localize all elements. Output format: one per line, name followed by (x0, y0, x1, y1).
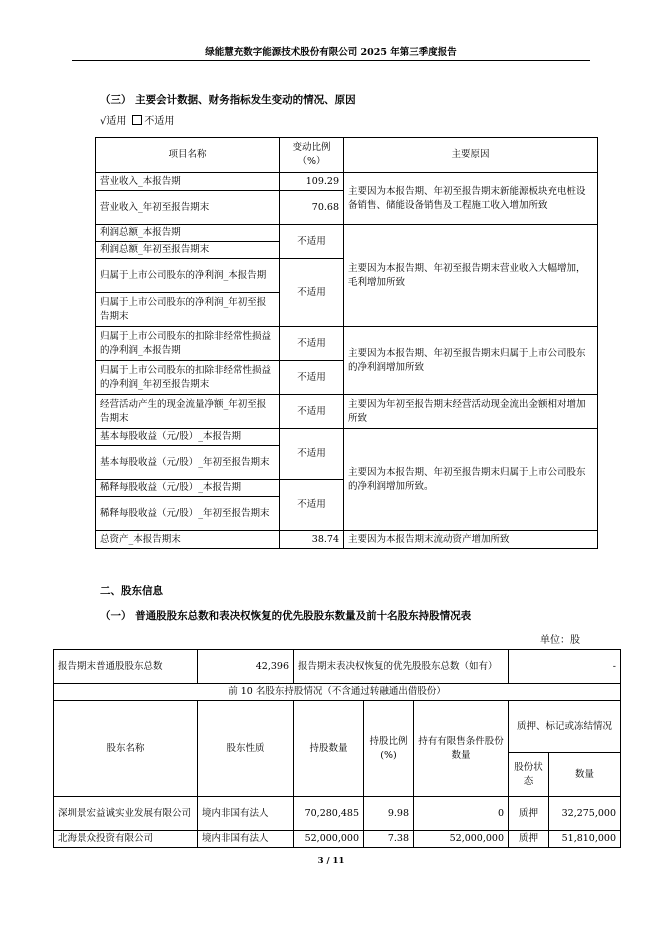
header-shares: 持股数量 (294, 701, 364, 797)
row-ratio: 不适用 (280, 395, 344, 429)
top10-caption-row (54, 684, 621, 701)
table-row (96, 327, 598, 361)
reason-revenue: 主要因为本报告期、年初至报告期末新能源板块充电桩设备销售、储能设备销售及工程施工收入增加所致 (344, 173, 598, 225)
header-ratio: 持股比例(%) (364, 701, 414, 797)
total-shareholders-value: 42,396 (198, 650, 294, 684)
table-row (54, 831, 621, 848)
shareholder-restricted: 52,000,000 (414, 831, 509, 848)
row-item: 归属于上市公司股东的净利润_年初至报告期末 (96, 293, 280, 327)
row-item: 总资产_本报告期末 (96, 531, 280, 549)
row-item: 归属于上市公司股东的扣除非经常性损益的净利润_年初至报告期末 (96, 361, 280, 395)
shareholder-total-row (54, 650, 621, 684)
total-shareholders-label: 报告期末普通股股东总数 (54, 650, 198, 684)
header-item: 项目名称 (96, 138, 280, 173)
table-row (96, 429, 598, 446)
row-item: 利润总额_本报告期 (96, 225, 280, 242)
reason-deducted: 主要因为本报告期、年初至报告期末归属于上市公司股东的净利润增加所致 (344, 327, 598, 395)
shareholder-pledge-qty: 32,275,000 (549, 797, 621, 831)
shareholder-shares: 70,280,485 (294, 797, 364, 831)
ratio-diluted-eps: 不适用 (280, 480, 344, 531)
header-nature: 股东性质 (198, 701, 294, 797)
page-number: 3 / 11 (317, 856, 345, 866)
top10-caption: 前 10 名股东持股情况（不含通过转融通出借股份） (54, 684, 621, 701)
shareholders-sub-title: （一） 普通股股东总数和表决权恢复的优先股股东数量及前十名股东持股情况表 (100, 610, 472, 622)
header-ratio: 变动比例（%） (280, 138, 344, 173)
table-row (96, 395, 598, 429)
table-row (96, 173, 598, 191)
row-item: 归属于上市公司股东的扣除非经常性损益的净利润_本报告期 (96, 327, 280, 361)
ratio-profit-total: 不适用 (280, 225, 344, 259)
table-header-row (96, 138, 598, 173)
shareholder-pledge-qty: 51,810,000 (549, 831, 621, 848)
row-item: 基本每股收益（元/股）_年初至报告期末 (96, 446, 280, 480)
preferred-shareholders-label: 报告期末表决权恢复的优先股股东总数（如有） (294, 650, 509, 684)
change-reasons-table (95, 137, 598, 549)
shareholder-pledge-status: 质押 (509, 797, 549, 831)
row-item: 稀释每股收益（元/股）_年初至报告期末 (96, 497, 280, 531)
shareholders-section-title: 二、股东信息 (100, 585, 163, 597)
header-pledge-group: 质押、标记或冻结情况 (509, 701, 621, 753)
shareholder-nature: 境内非国有法人 (198, 797, 294, 831)
shareholder-ratio: 7.38 (364, 831, 414, 848)
shareholder-nature: 境内非国有法人 (198, 831, 294, 848)
row-item: 营业收入_年初至报告期末 (96, 191, 280, 225)
ratio-basic-eps: 不适用 (280, 429, 344, 480)
row-item: 基本每股收益（元/股）_本报告期 (96, 429, 280, 446)
header-pledge-qty: 数量 (549, 753, 621, 797)
shareholder-pledge-status: 质押 (509, 831, 549, 848)
reason-profit: 主要因为本报告期、年初至报告期末营业收入大幅增加，毛利增加所致 (344, 225, 598, 327)
not-applicable-option: 不适用 (144, 116, 175, 127)
row-item: 归属于上市公司股东的净利润_本报告期 (96, 259, 280, 293)
checkbox-icon (132, 115, 142, 125)
header-pledge-status: 股份状态 (509, 753, 549, 797)
row-ratio: 70.68 (280, 191, 344, 225)
shareholders-header-row (54, 701, 621, 753)
header-name: 股东名称 (54, 701, 198, 797)
applicability-row (100, 112, 174, 127)
row-item: 利润总额_年初至报告期末 (96, 242, 280, 259)
preferred-shareholders-value: - (509, 650, 621, 684)
header-reason: 主要原因 (344, 138, 598, 173)
row-ratio: 不适用 (280, 361, 344, 395)
row-item: 经营活动产生的现金流量净额_年初至报告期末 (96, 395, 280, 429)
reason-cashflow: 主要因为年初至报告期末经营活动现金流出金额相对增加所致 (344, 395, 598, 429)
unit-label: 单位：股 (540, 635, 580, 646)
shareholder-shares: 52,000,000 (294, 831, 364, 848)
shareholder-name: 北海景众投资有限公司 (54, 831, 198, 848)
row-ratio: 38.74 (280, 531, 344, 549)
reason-eps: 主要因为本报告期、年初至报告期末归属于上市公司股东的净利润增加所致。 (344, 429, 598, 531)
table-row (96, 225, 598, 242)
table-row (96, 531, 598, 549)
applicable-option: √适用 (100, 116, 127, 127)
row-ratio: 不适用 (280, 327, 344, 361)
shareholder-ratio: 9.98 (364, 797, 414, 831)
section3-title: （三） 主要会计数据、财务指标发生变动的情况、原因 (100, 94, 356, 106)
table-row (54, 797, 621, 831)
shareholders-table (53, 649, 621, 848)
row-item: 稀释每股收益（元/股）_本报告期 (96, 480, 280, 497)
report-header-title: 绿能慧充数字能源技术股份有限公司 2025 年第三季度报告 (205, 47, 457, 58)
header-restricted: 持有有限售条件股份数量 (414, 701, 509, 797)
row-item: 营业收入_本报告期 (96, 173, 280, 191)
shareholder-restricted: 0 (414, 797, 509, 831)
header-divider (72, 60, 590, 61)
ratio-net-profit: 不适用 (280, 259, 344, 327)
row-ratio: 109.29 (280, 173, 344, 191)
shareholder-name: 深圳景宏益诚实业发展有限公司 (54, 797, 198, 831)
reason-assets: 主要因为本报告期末流动资产增加所致 (344, 531, 598, 549)
